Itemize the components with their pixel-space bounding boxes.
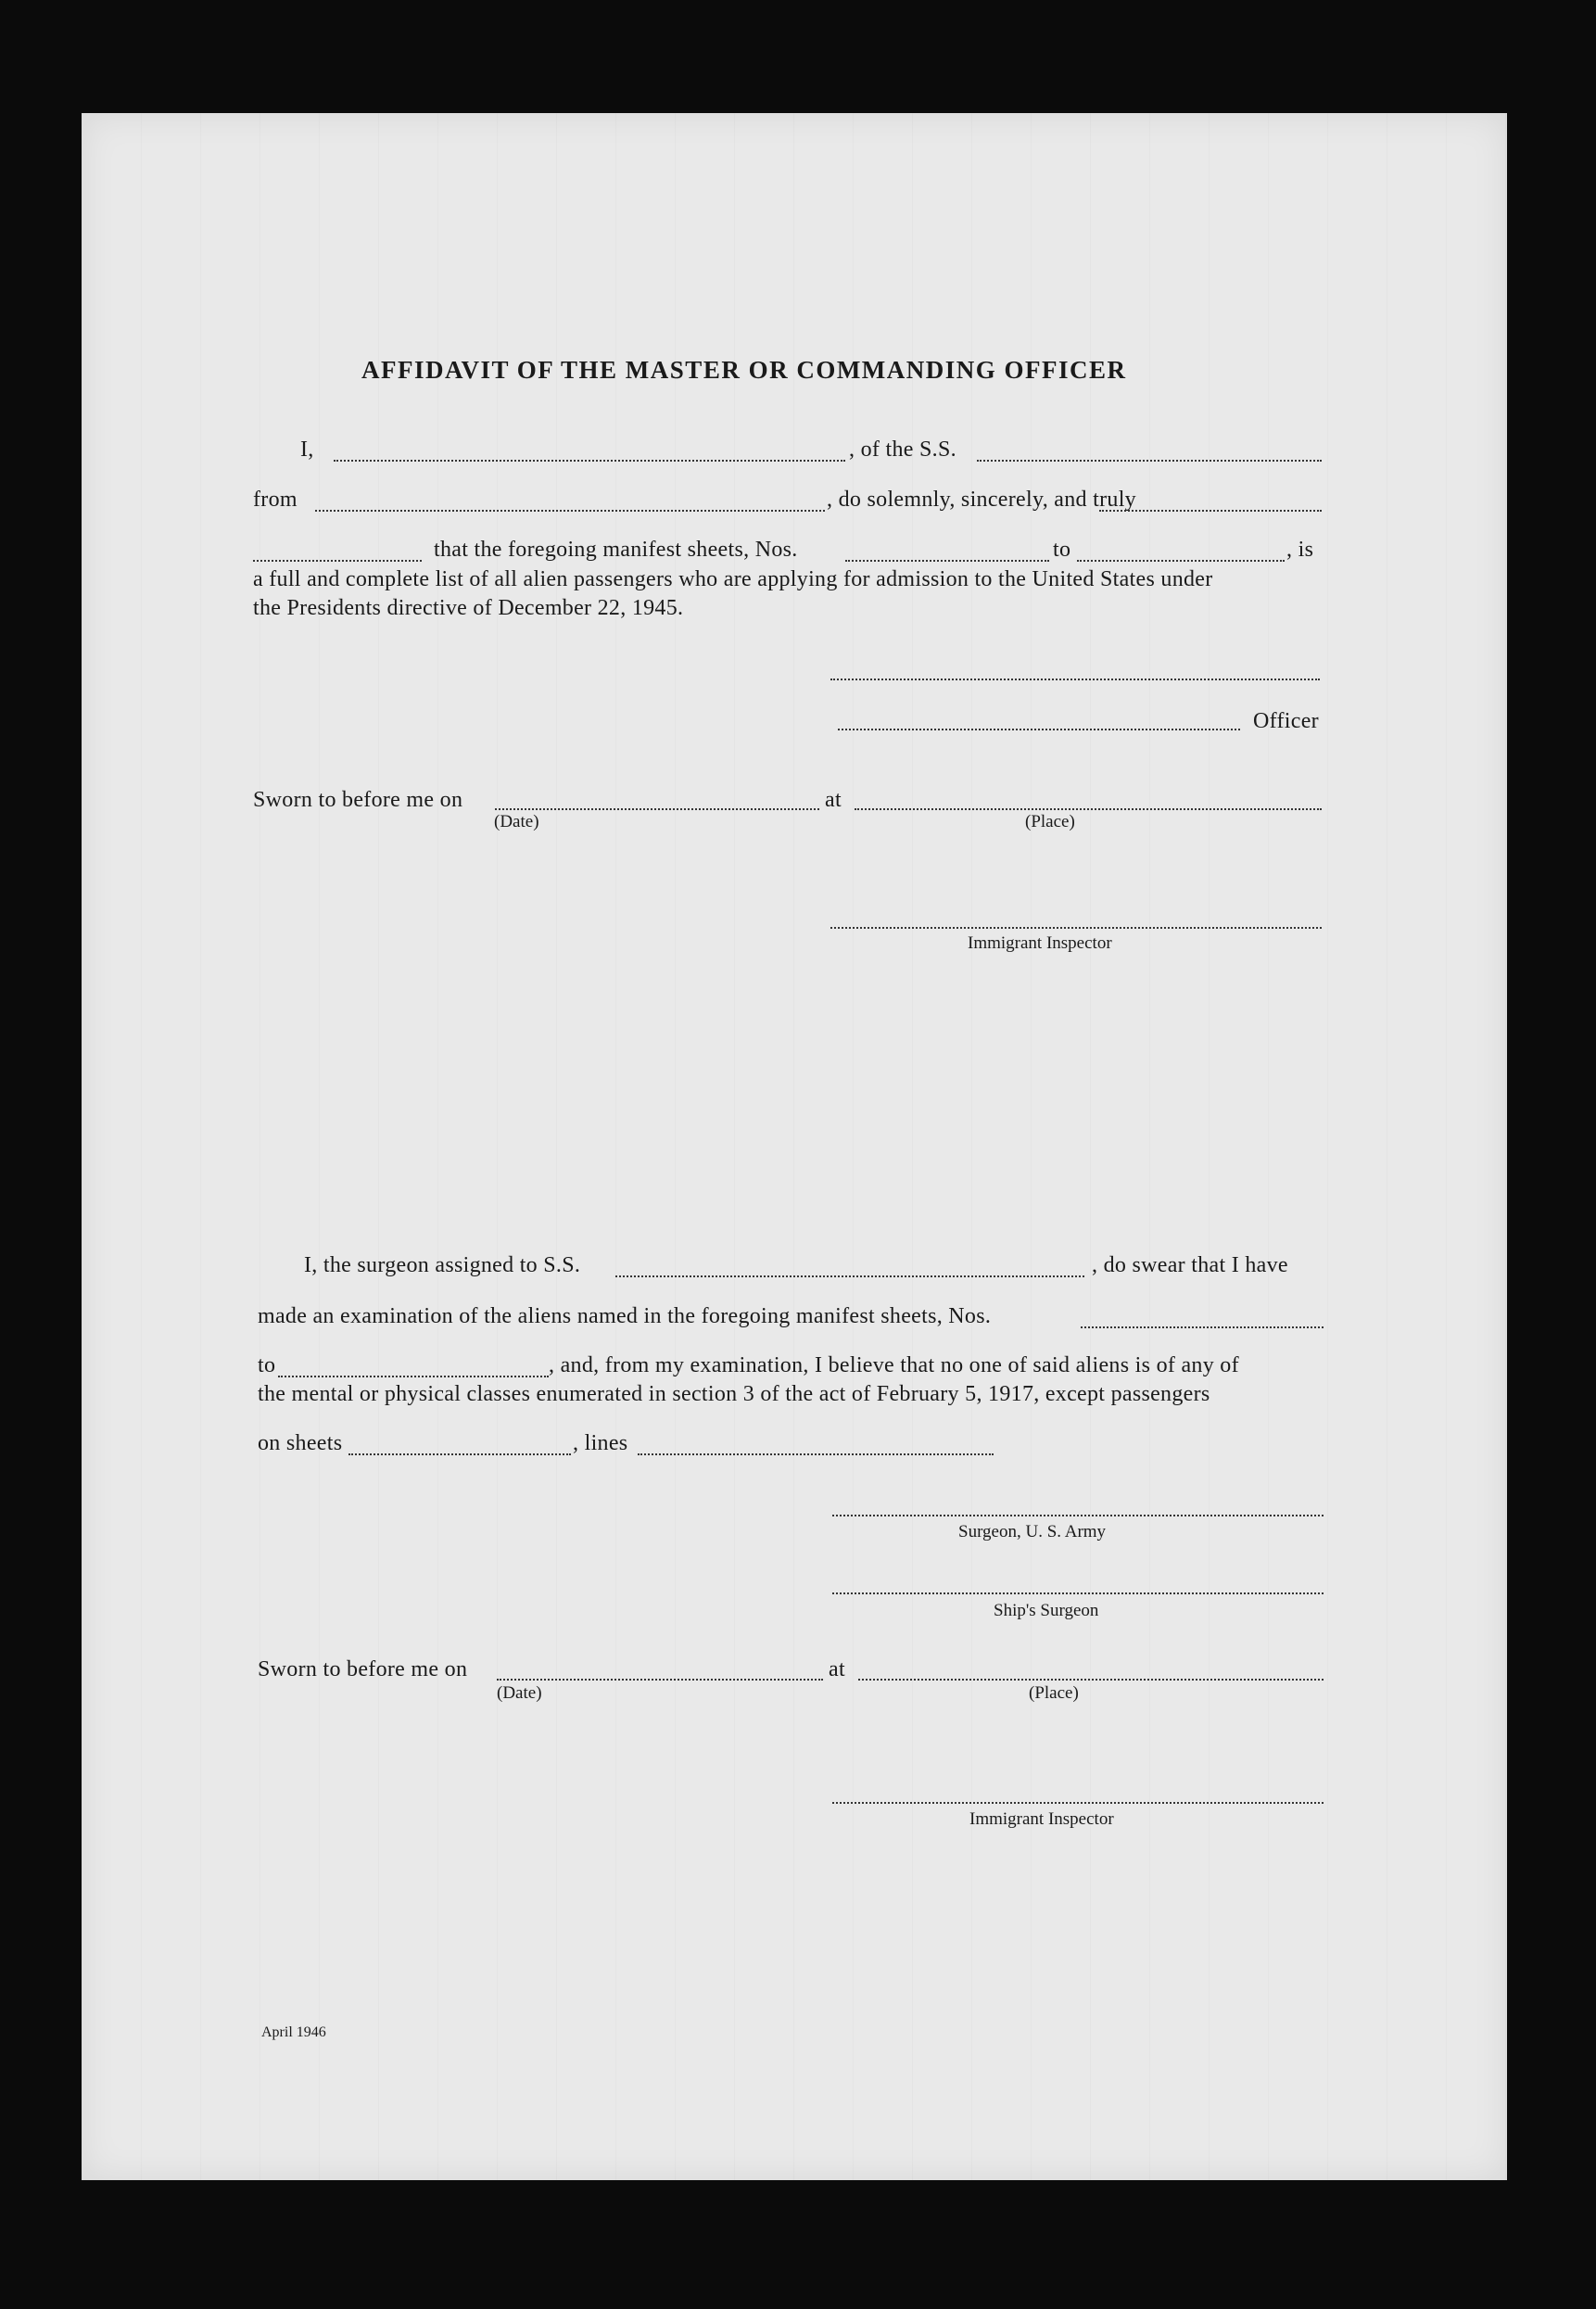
- master-signature-field[interactable]: [830, 679, 1320, 680]
- surgeon-date-caption: (Date): [497, 1683, 542, 1703]
- surgeon-nos-to-field[interactable]: [278, 1376, 549, 1377]
- surgeon-intro: I, the surgeon assigned to S.S.: [304, 1253, 581, 1277]
- surgeon-ship-signature-field[interactable]: [832, 1592, 1324, 1594]
- master-line2: a full and complete list of all alien passengers who are applying for admission to the United States under: [253, 567, 1213, 591]
- master-to-label: to: [1053, 538, 1071, 562]
- master-ship-field[interactable]: [977, 460, 1322, 462]
- master-oath-field[interactable]: [1099, 510, 1322, 512]
- master-sworn-date-field[interactable]: [495, 808, 819, 810]
- surgeon-sworn-place-field[interactable]: [858, 1679, 1324, 1681]
- surgeon-ship-field[interactable]: [615, 1275, 1084, 1277]
- surgeon-sworn-date-field[interactable]: [497, 1679, 823, 1681]
- master-sworn-label: Sworn to before me on: [253, 788, 463, 812]
- surgeon-to-label: to: [258, 1353, 276, 1377]
- surgeon-army-signature-field[interactable]: [832, 1515, 1324, 1516]
- master-officer-field[interactable]: [838, 729, 1240, 730]
- master-oath-cont-field[interactable]: [253, 560, 422, 562]
- master-nos-to-field[interactable]: [1077, 560, 1285, 562]
- master-officer-label: Officer: [1253, 709, 1319, 733]
- surgeon-sheets-field[interactable]: [348, 1453, 571, 1455]
- surgeon-army-label: Surgeon, U. S. Army: [958, 1522, 1107, 1541]
- master-date-caption: (Date): [494, 812, 539, 831]
- master-name-field[interactable]: [334, 460, 845, 462]
- form-page: [82, 113, 1507, 2180]
- surgeon-exam-label: made an examination of the aliens named in the foregoing manifest sheets, Nos.: [258, 1304, 992, 1328]
- surgeon-believe-label: , and, from my examination, I believe that no one of said aliens is of any of: [549, 1353, 1239, 1377]
- surgeon-nos-from-field[interactable]: [1081, 1326, 1324, 1328]
- master-is-label: , is: [1286, 538, 1314, 562]
- master-of-ss-label: , of the S.S.: [849, 438, 956, 462]
- master-at-label: at: [825, 788, 842, 812]
- surgeon-lines-label: , lines: [573, 1431, 628, 1455]
- master-foregoing-label: that the foregoing manifest sheets, Nos.: [434, 538, 798, 562]
- surgeon-on-sheets-label: on sheets: [258, 1431, 343, 1455]
- master-inspector-label: Immigrant Inspector: [968, 933, 1112, 953]
- master-from-label: from: [253, 488, 298, 512]
- surgeon-classes-line: the mental or physical classes enumerated in section 3 of the act of February 5, 1917, except passengers: [258, 1382, 1210, 1406]
- master-sworn-place-field[interactable]: [855, 808, 1322, 810]
- surgeon-inspector-field[interactable]: [832, 1802, 1324, 1804]
- master-nos-from-field[interactable]: [845, 560, 1049, 562]
- master-title: AFFIDAVIT OF THE MASTER OR COMMANDING OFFICER: [361, 356, 1127, 384]
- surgeon-at-label: at: [829, 1657, 845, 1681]
- master-inspector-field[interactable]: [830, 927, 1322, 929]
- master-line3: the Presidents directive of December 22, 1945.: [253, 596, 684, 620]
- surgeon-inspector-label: Immigrant Inspector: [969, 1809, 1114, 1829]
- master-from-field[interactable]: [315, 510, 825, 512]
- surgeon-swear-label: , do swear that I have: [1092, 1253, 1288, 1277]
- form-date: April 1946: [261, 2024, 326, 2040]
- surgeon-ship-label: Ship's Surgeon: [994, 1601, 1099, 1620]
- master-place-caption: (Place): [1025, 812, 1075, 831]
- master-i-label: I,: [300, 438, 314, 462]
- surgeon-lines-field[interactable]: [638, 1453, 994, 1455]
- surgeon-place-caption: (Place): [1029, 1683, 1079, 1703]
- master-solemnly-label: , do solemnly, sincerely, and truly: [827, 488, 1136, 512]
- surgeon-sworn-label: Sworn to before me on: [258, 1657, 468, 1681]
